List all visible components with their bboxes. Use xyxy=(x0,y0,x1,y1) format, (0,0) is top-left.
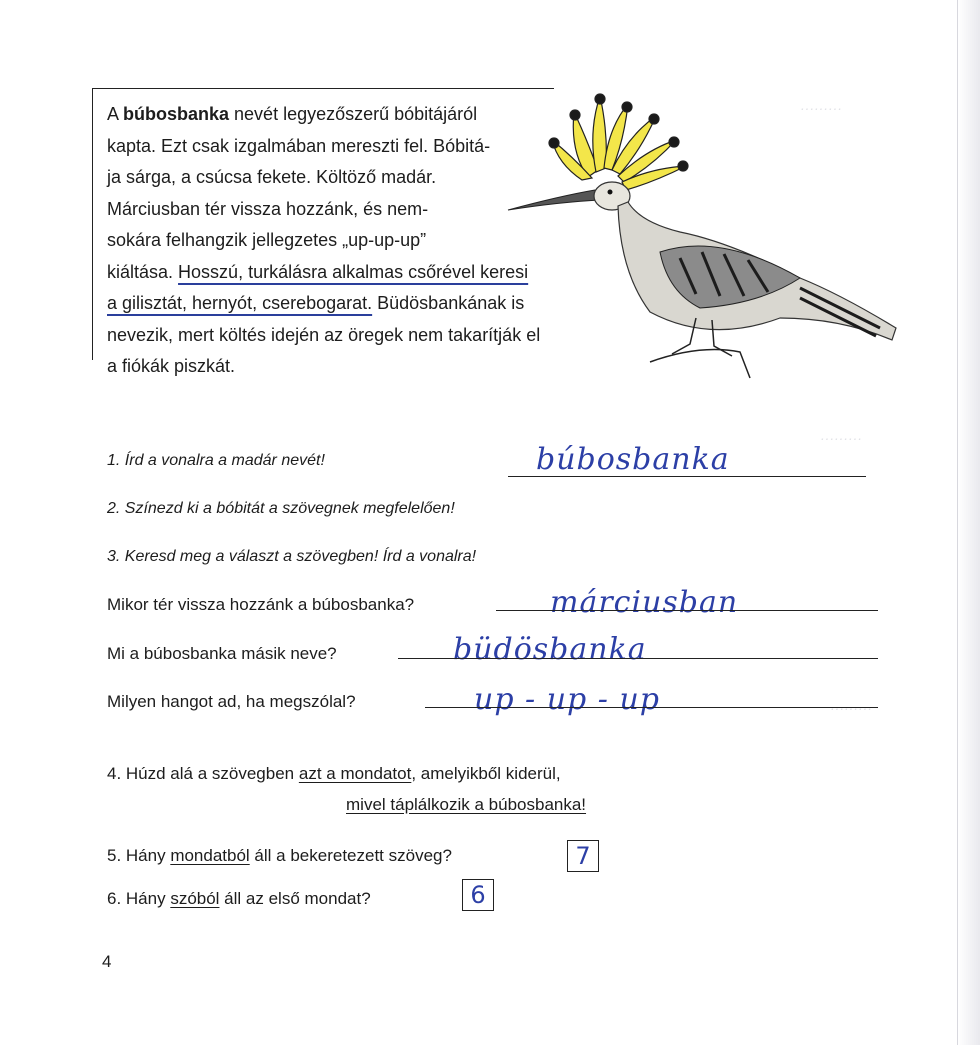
passage-line: a gilisztát, hernyót, cserebogarat. Büdösbankának is xyxy=(107,293,525,313)
underlined-sentence: Hosszú, turkálásra alkalmas csőrével keresi xyxy=(178,261,529,282)
passage-line: sokára felhangzik jellegzetes „up-up-up” xyxy=(107,230,427,250)
question-2-label: Mi a búbosbanka másik neve? xyxy=(107,644,337,663)
task-5-answer-box[interactable]: 7 xyxy=(567,840,599,872)
task-1-answer[interactable]: búbosbanka xyxy=(536,442,730,477)
page-edge xyxy=(957,0,980,1045)
task-4-label: 4. Húzd alá a szövegben azt a mondatot, amelyikből kiderül, xyxy=(107,764,561,783)
passage-frame-left xyxy=(92,88,93,360)
task-5-label: 5. Hány mondatból áll a bekeretezett szöveg? xyxy=(107,846,452,865)
passage-line: Márciusban tér vissza hozzánk, és nem- xyxy=(107,198,429,219)
task-1-label: 1. Írd a vonalra a madár nevét! xyxy=(107,452,325,469)
passage-line: A búbosbanka nevét legyezőszerű bóbitájáról xyxy=(107,104,478,124)
question-3-answer-line xyxy=(425,707,878,708)
question-1-answer[interactable]: márciusban xyxy=(550,585,739,620)
question-1-label: Mikor tér vissza hozzánk a búbosbanka? xyxy=(107,595,415,614)
passage-line: nevezik, mert költés idején az öregek nem takarítják el xyxy=(107,324,541,345)
hoopoe-illustration xyxy=(500,82,910,392)
underlined-sentence: a gilisztát, hernyót, cserebogarat. xyxy=(107,293,373,313)
passage-line: ja sárga, a csúcsa fekete. Költöző madár. xyxy=(107,167,437,187)
passage-line: kiáltása. Hosszú, turkálásra alkalmas csőrével keresi xyxy=(107,261,529,282)
task-1-answer-line xyxy=(508,476,866,477)
passage-line: kapta. Ezt csak izgalmában mereszti fel. Bóbitá- xyxy=(107,135,491,156)
question-2-answer-line xyxy=(398,658,878,659)
task-6-answer-box[interactable]: 6 xyxy=(462,879,494,911)
task-6-label: 6. Hány szóból áll az első mondat? xyxy=(107,889,371,908)
question-3-answer[interactable]: up - up - up xyxy=(474,682,660,717)
question-2-answer[interactable]: büdösbanka xyxy=(453,632,647,667)
passage-frame-top xyxy=(92,88,554,89)
task-2-label: 2. Színezd ki a bóbitát a szövegnek megfelelően! xyxy=(107,500,455,517)
task-3-label: 3. Keresd meg a választ a szövegben! Írd a vonalra! xyxy=(107,548,477,565)
bird-name-bold: búbosbanka xyxy=(123,104,230,124)
page-number: 4 xyxy=(102,952,112,971)
crest xyxy=(549,94,688,190)
passage-line: a fiókák piszkát. xyxy=(107,356,236,376)
task-4-label-line-2: mivel táplálkozik a búbosbanka! xyxy=(346,795,587,814)
question-1-answer-line xyxy=(496,610,878,611)
beak xyxy=(508,190,600,210)
question-3-label: Milyen hangot ad, ha megszólal? xyxy=(107,692,356,711)
